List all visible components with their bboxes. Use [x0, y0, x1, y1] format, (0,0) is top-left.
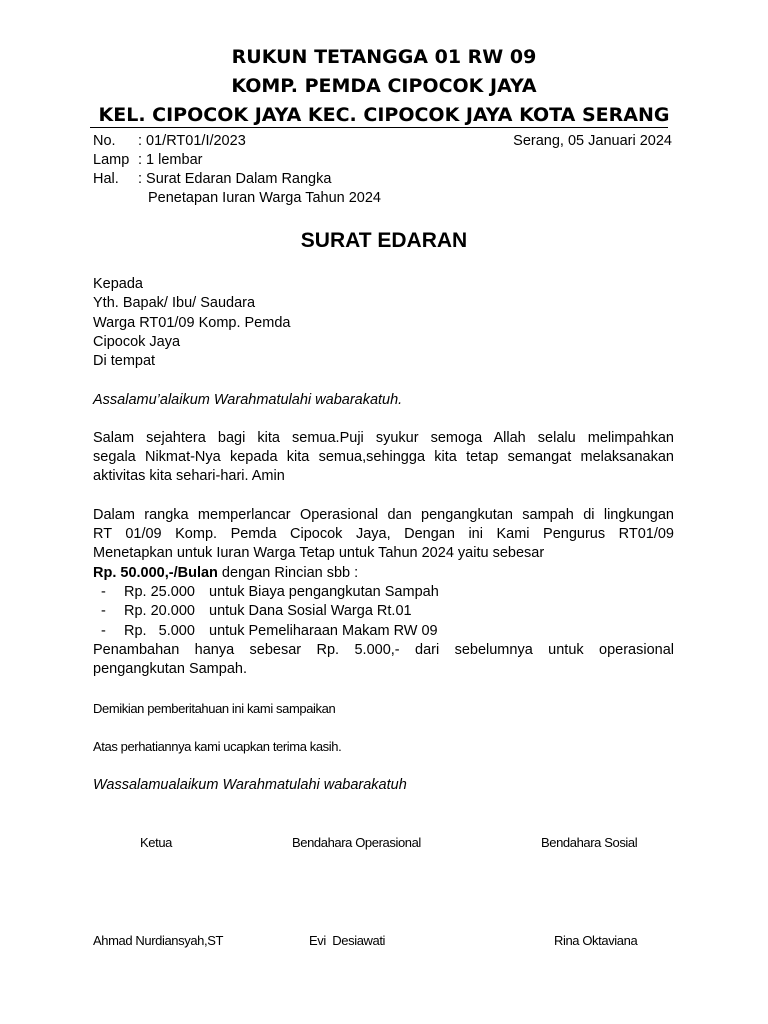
detail-desc: untuk Pemeliharaan Makam RW 09: [209, 623, 438, 639]
paragraph-1-line: aktivitas kita sehari-hari. Amin: [93, 468, 285, 484]
detail-dash: -: [101, 603, 106, 619]
signature-role-bendahara-sosial: Bendahara Sosial: [541, 835, 638, 850]
detail-dash: -: [101, 584, 106, 600]
lamp-value: : 1 lembar: [138, 152, 203, 168]
total-line: [93, 564, 358, 583]
recipient-line: Yth. Bapak/ Ibu/ Saudara: [93, 295, 256, 311]
detail-desc: untuk Biaya pengangkutan Sampah: [209, 584, 439, 600]
recipient-line: Cipocok Jaya: [93, 334, 181, 350]
paragraph-2-line: Dalam rangka memperlancar Operasional dan pengangkutan sampah di lingkungan: [93, 507, 674, 523]
recipient-line: Kepada: [93, 276, 143, 292]
thanks-statement: Atas perhatiannya kami ucapkan terima kasih.: [93, 739, 342, 754]
letterhead-line-2: KOMP. PEMDA CIPOCOK JAYA: [231, 75, 537, 97]
paragraph-1-line: Salam sejahtera bagi kita semua.Puji syukur semoga Allah selalu melimpahkan: [93, 430, 674, 446]
detail-amount: Rp. 25.000: [124, 584, 195, 600]
signature-name-bendahara-operasional: Evi Desiawati: [309, 933, 386, 948]
signature-role-ketua: Ketua: [140, 835, 172, 850]
hal-value: : Surat Edaran Dalam Rangka: [138, 171, 332, 187]
paragraph-1-line: segala Nikmat-Nya kepada kita semua,sehingga kita tetap semangat melaksanakan: [93, 449, 674, 465]
detail-dash: -: [101, 623, 106, 639]
hal-value-continued: Penetapan Iuran Warga Tahun 2024: [148, 190, 381, 206]
signature-name-bendahara-sosial: Rina Oktaviana: [554, 933, 638, 948]
letterhead-line-1: RUKUN TETANGGA 01 RW 09: [231, 46, 537, 68]
hal-label: Hal.: [93, 171, 119, 187]
total-amount: Rp. 50.000,-/Bulan: [93, 565, 218, 581]
signature-name-ketua: Ahmad Nurdiansyah,ST: [93, 933, 224, 948]
letterhead-line-3: KEL. CIPOCOK JAYA KEC. CIPOCOK JAYA KOTA SERANG: [98, 104, 670, 126]
no-label: No.: [93, 133, 116, 149]
recipient-line: Di tempat: [93, 353, 156, 369]
document-title: SURAT EDARAN: [300, 229, 468, 252]
paragraph-2-line: Menetapkan untuk Iuran Warga Tetap untuk Tahun 2024 yaitu sebesar: [93, 545, 545, 561]
letter-date: Serang, 05 Januari 2024: [513, 133, 672, 149]
no-value: : 01/RT01/I/2023: [138, 133, 246, 149]
paragraph-2-line: RT 01/09 Komp. Pemda Cipocok Jaya, Dengan ini Kami Pengurus RT01/09: [93, 526, 674, 542]
total-rest: dengan Rincian sbb :: [217, 565, 359, 581]
paragraph-3-line: Penambahan hanya sebesar Rp. 5.000,- dari sebelumnya untuk operasional: [93, 642, 674, 658]
letterhead-divider: [90, 127, 668, 128]
detail-amount: Rp. 20.000: [124, 603, 195, 619]
detail-amount: Rp. 5.000: [124, 623, 195, 639]
paragraph-3-line: pengangkutan Sampah.: [93, 661, 247, 677]
farewell: Wassalamualaikum Warahmatulahi wabarakatuh: [93, 777, 407, 793]
signature-role-bendahara-operasional: Bendahara Operasional: [292, 835, 421, 850]
detail-desc: untuk Dana Sosial Warga Rt.01: [209, 603, 412, 619]
greeting: Assalamu’alaikum Warahmatulahi wabarakatuh.: [93, 392, 403, 408]
lamp-label: Lamp: [93, 152, 130, 168]
closing-statement: Demikian pemberitahuan ini kami sampaikan: [93, 701, 336, 716]
recipient-line: Warga RT01/09 Komp. Pemda: [93, 315, 291, 331]
